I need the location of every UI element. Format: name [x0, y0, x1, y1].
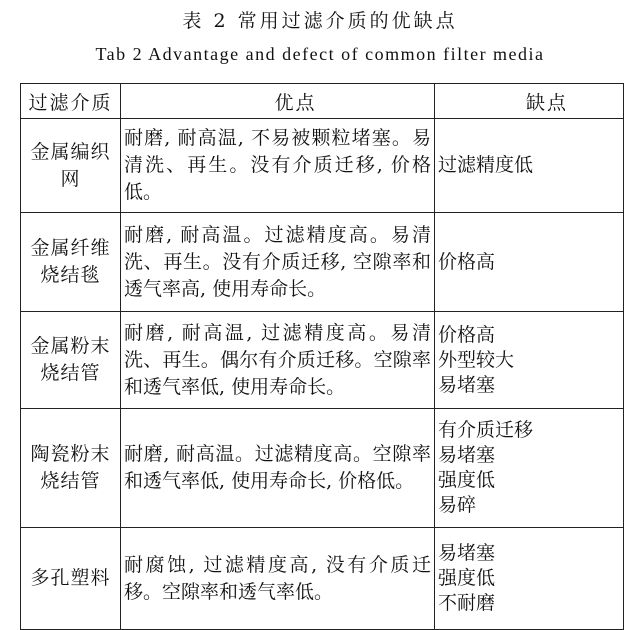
defect-item: 外型较大 [438, 348, 515, 371]
table-title-chinese: 表 2 常用过滤介质的优缺点 [182, 10, 458, 32]
medium-name: 陶瓷粉末烧结管 [21, 409, 121, 528]
table-row [21, 312, 624, 409]
defect-item: 不耐磨 [438, 592, 496, 614]
medium-name: 金属粉末烧结管 [21, 312, 121, 409]
defect-item: 价格高 [438, 250, 496, 273]
advantage-cell: 耐磨, 耐高温。过滤精度高。空隙率和透气率低, 使用寿命长, 价格低。 [121, 409, 435, 528]
table-row [21, 528, 624, 630]
advantage-cell: 耐腐蚀, 过滤精度高, 没有介质迁移。空隙率和透气率低。 [121, 528, 435, 630]
defect-item: 易碎 [438, 494, 477, 516]
table-row [21, 213, 624, 312]
header-advantage: 优点 [121, 84, 435, 119]
defect-cell [435, 213, 624, 312]
defect-item: 价格高 [438, 323, 496, 346]
defect-cell [435, 528, 624, 630]
defect-item: 易堵塞 [438, 373, 496, 396]
medium-name: 金属纤维烧结毯 [21, 213, 121, 312]
medium-name: 多孔塑料 [21, 528, 121, 630]
defect-cell [435, 409, 624, 528]
defect-item: 易堵塞 [438, 542, 496, 564]
header-defect: 缺点 [435, 84, 624, 119]
advantage-cell: 耐磨, 耐高温, 不易被颗粒堵塞。易清洗、再生。没有介质迁移, 价格低。 [121, 119, 435, 213]
header-medium: 过滤介质 [21, 84, 121, 119]
defect-item: 过滤精度低 [438, 154, 534, 176]
table-row [21, 409, 624, 528]
defect-item: 易堵塞 [438, 444, 496, 466]
table-header-row [21, 84, 624, 119]
table-title-english: Tab 2 Advantage and defect of common filter media [95, 44, 545, 64]
defect-cell [435, 312, 624, 409]
advantage-cell: 耐磨, 耐高温, 过滤精度高。易清洗、再生。偶尔有介质迁移。空隙率和透气率低, 使用寿命长。 [121, 312, 435, 409]
defect-cell [435, 119, 624, 213]
table-row [21, 119, 624, 213]
defect-item: 强度低 [438, 469, 496, 491]
defect-item: 强度低 [438, 567, 496, 589]
filter-media-table [20, 83, 624, 630]
advantage-cell: 耐磨, 耐高温。过滤精度高。易清洗、再生。没有介质迁移, 空隙率和透气率高, 使用寿命长。 [121, 213, 435, 312]
defect-item: 有介质迁移 [438, 419, 534, 441]
medium-name: 金属编织网 [21, 119, 121, 213]
